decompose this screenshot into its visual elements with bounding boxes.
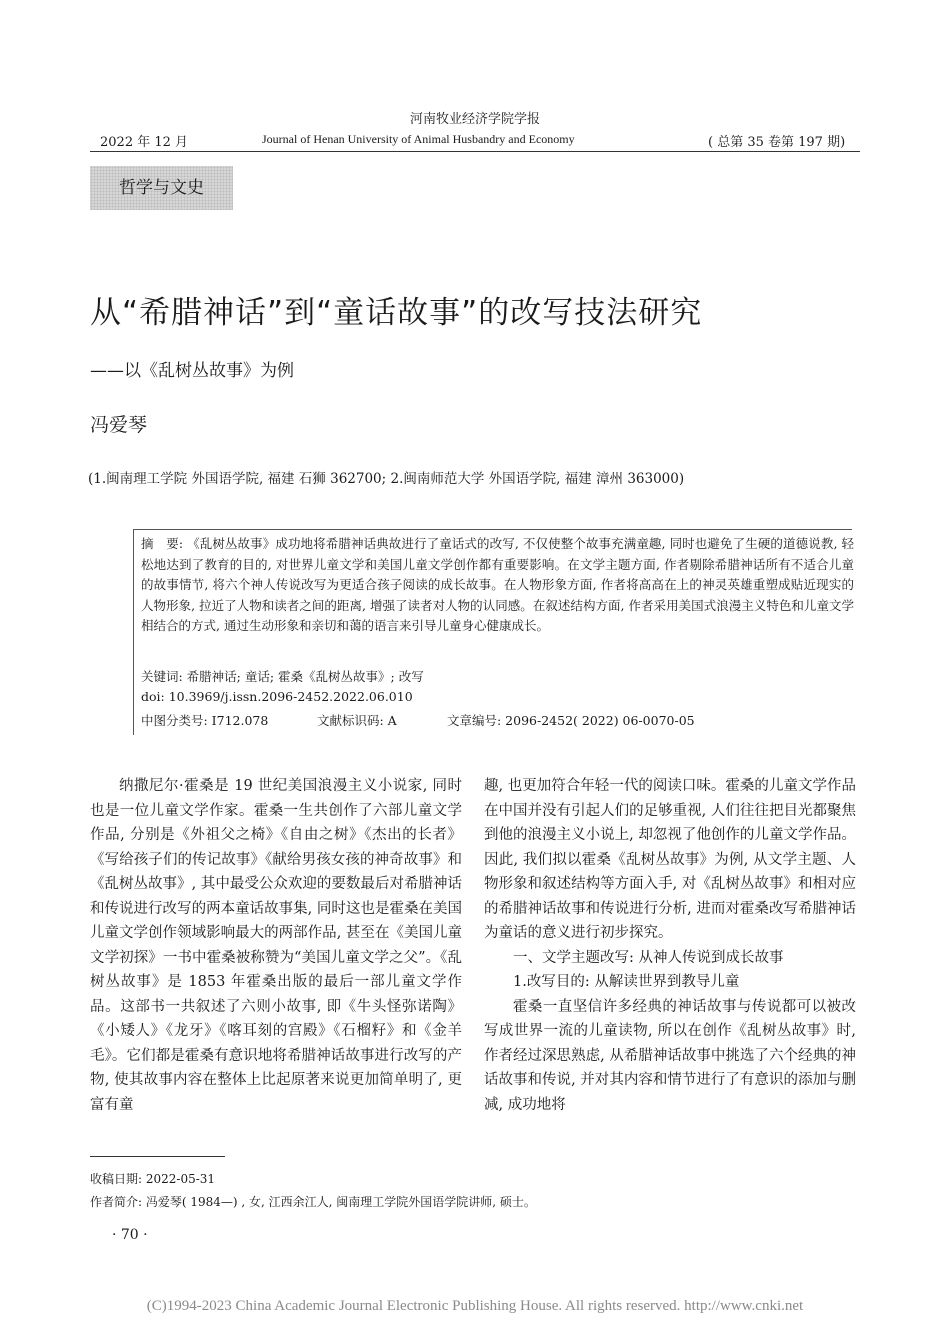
section-heading: 一、文学主题改写: 从神人传说到成长故事: [513, 949, 784, 966]
issue-date: 2022 年 12 月: [100, 135, 189, 150]
page-number: · 70 ·: [112, 1227, 148, 1243]
body-paragraph-continued: 趣, 也更加符合年轻一代的阅读口味。霍桑的儿童文学作品在中国并没有引起人们的足够重视, 人们往往把目光都聚焦到他的浪漫主义小说上, 却忽视了他创作的儿童文学作品。因此, 我们拟以霍桑《乱树丛故事》为例, 从文学主题、人物形象和叙述结构等方面入手, 对《乱树丛故事》和相对应的希腊神话故事和传说进行分析, 进而对霍桑改写希腊神话为童话的意义进行初步探究。: [484, 778, 856, 941]
received-date: 收稿日期: 2022-05-31: [90, 1172, 216, 1186]
issue-number: ( 总第 35 卷第 197 期): [708, 135, 846, 150]
body-paragraph: 纳撒尼尔·霍桑是 19 世纪美国浪漫主义小说家, 同时也是一位儿童文学作家。霍桑一生共创作了六部儿童文学作品, 分别是《外祖父之椅》《自由之树》《杰出的长者》《写给孩子们的传记故事》《献给男孩女孩的神奇故事》和《乱树丛故事》, 其中最受公众欢迎的要数最后对希腊神话和传说进行改写的两本童话故事集, 同时这也是霍桑在美国儿童文学创作领域影响最大的两部作品, 甚至在《美国儿童文学初探》一书中霍桑被称赞为“美国儿童文学之父”。《乱树丛故事》是 1853 年霍桑出版的最后一部儿童文学作品。这部书一共叙述了六则小故事, 即《牛头怪弥诺陶》《小矮人》《龙牙》《喀耳刻的宫殿》《石榴籽》和《金羊毛》。它们都是霍桑有意识地将希腊神话故事进行改写的产物, 使其故事内容在整体上比起原著来说更加简单明了, 更富有童: [90, 778, 462, 1113]
journal-name-en: Journal of Henan University of Animal Husbandry and Economy: [262, 132, 575, 146]
document-code: 文献标识码: A: [317, 713, 397, 728]
author-name: 冯爱琴: [90, 414, 148, 436]
article-subtitle: ——以《乱树丛故事》为例: [90, 361, 294, 381]
body-column-right: [484, 774, 856, 1117]
clc-number: 中图分类号: I712.078: [141, 713, 269, 728]
footnote-rule: [90, 1156, 225, 1157]
body-column-left: [90, 774, 462, 1117]
section-label: 哲学与文史: [90, 166, 233, 210]
body-paragraph: 霍桑一直坚信许多经典的神话故事与传说都可以被改写成世界一流的儿童读物, 所以在创作《乱树丛故事》时, 作者经过深思熟虑, 从希腊神话故事中挑选了六个经典的神话故事和传说, 并对其内容和情节进行了有意识的添加与删减, 成功地将: [484, 998, 856, 1113]
abstract-block: [141, 534, 854, 637]
author-affiliation: (1.闽南理工学院 外国语学院, 福建 石狮 362700; 2.闽南师范大学 外国语学院, 福建 漳州 363000): [88, 471, 685, 487]
keywords: 关键词: 希腊神话; 童话; 霍桑《乱树丛故事》; 改写: [141, 669, 424, 684]
author-bio: 作者简介: 冯爱琴( 1984—) , 女, 江西余江人, 闽南理工学院外国语学院讲师, 硕士。: [90, 1195, 536, 1209]
subsection-heading: 1.改写目的: 从解读世界到教导儿童: [513, 974, 740, 990]
article-title: 从“希腊神话”到“童话故事”的改写技法研究: [90, 295, 703, 331]
doi: doi: 10.3969/j.issn.2096-2452.2022.06.010: [141, 689, 413, 704]
journal-name-cn: 河南牧业经济学院学报: [409, 112, 540, 127]
abstract-text: 摘 要: 《乱树丛故事》成功地将希腊神话典故进行了童话式的改写, 不仅使整个故事充满童趣, 同时也避免了生硬的道德说教, 轻松地达到了教育的目的, 对世界儿童文学和美国儿童文学创作都有重要影响。在文学主题方面, 作者剔除希腊神话所有不适合儿童的故事情节, 将六个神人传说改写为更适合孩子阅读的成长故事。在人物形象方面, 作者将高高在上的神灵英雄重塑成贴近现实的人物形象, 拉近了人物和读者之间的距离, 增强了读者对人物的认同感。在叙述结构方面, 作者采用美国式浪漫主义特色和儿童文学相结合的方式, 通过生动形象和亲切和蔼的语言来引导儿童身心健康成长。: [141, 536, 854, 633]
header-rule: [90, 151, 860, 152]
article-number: 文章编号: 2096-2452( 2022) 06-0070-05: [447, 713, 695, 728]
copyright-watermark: (C)1994-2023 China Academic Journal Electronic Publishing House. All rights reserved. http://www.cnki.net: [146, 1298, 804, 1314]
